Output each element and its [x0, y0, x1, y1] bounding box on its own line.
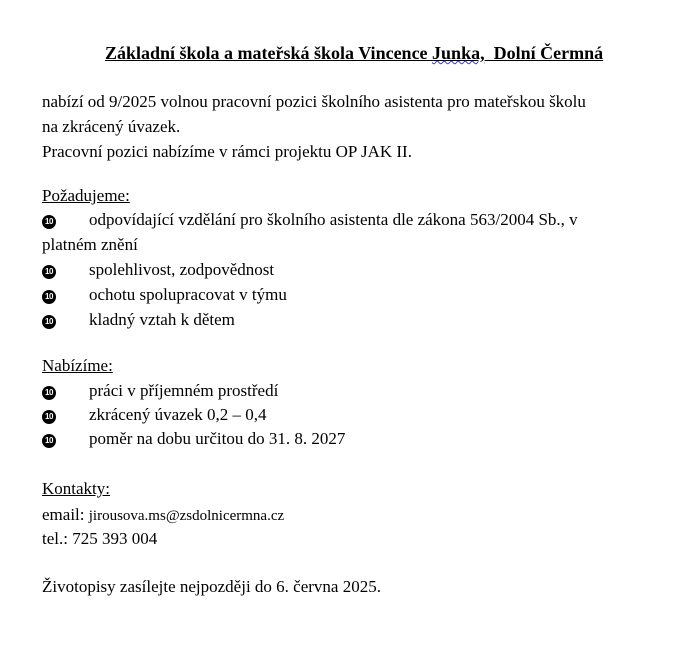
title-spellcheck-word: Junka, [432, 43, 485, 63]
requirement-text: kladný vztah k dětem [89, 310, 235, 329]
intro-line-1: nabízí od 9/2025 volnou pracovní pozici školního asistenta pro mateřskou školu [42, 92, 586, 111]
email-address[interactable]: jirousova.ms@zsdolnicermna.cz [88, 508, 285, 524]
numbered-bullet-icon: 10 [42, 386, 56, 400]
offer-item [42, 428, 346, 450]
requirement-item [42, 259, 275, 281]
title-rest: Dolní Čermná [484, 43, 604, 63]
numbered-bullet-icon: 10 [42, 290, 56, 304]
requirement-text: spolehlivost, zodpovědnost [89, 260, 275, 279]
requirement-text: ochotu spolupracovat v týmu [89, 285, 287, 304]
offer-text: poměr na dobu určitou do 31. 8. 2027 [89, 429, 346, 448]
requirement-item [42, 309, 235, 331]
requirement-continuation: platném znění [42, 235, 138, 254]
intro-line-2: na zkrácený úvazek. [42, 117, 181, 136]
offer-text: zkrácený úvazek 0,2 – 0,4 [89, 405, 267, 424]
requirement-item [42, 284, 287, 306]
contact-email [42, 504, 284, 527]
application-deadline: Životopisy zasílejte nejpozději do 6. června 2025. [42, 577, 381, 596]
offer-heading: Nabízíme: [42, 356, 113, 375]
contact-phone: tel.: 725 393 004 [42, 529, 158, 548]
contacts-heading: Kontakty: [42, 479, 110, 498]
numbered-bullet-icon: 10 [42, 315, 56, 329]
requirement-item [42, 209, 578, 231]
email-label: email: [42, 505, 89, 524]
numbered-bullet-icon: 10 [42, 434, 56, 448]
numbered-bullet-icon: 10 [42, 215, 56, 229]
intro-line-3: Pracovní pozici nabízíme v rámci projektu OP JAK II. [42, 142, 412, 161]
title-text: Základní škola a mateřská škola Vincence [105, 43, 433, 63]
offer-text: práci v příjemném prostředí [89, 381, 279, 400]
numbered-bullet-icon: 10 [42, 265, 56, 279]
offer-item [42, 404, 267, 426]
offer-item [42, 380, 279, 402]
requirements-heading: Požadujeme: [42, 186, 130, 205]
requirement-text: odpovídající vzdělání pro školního asistenta dle zákona 563/2004 Sb., v [89, 210, 578, 229]
document-title [105, 43, 603, 64]
numbered-bullet-icon: 10 [42, 410, 56, 424]
